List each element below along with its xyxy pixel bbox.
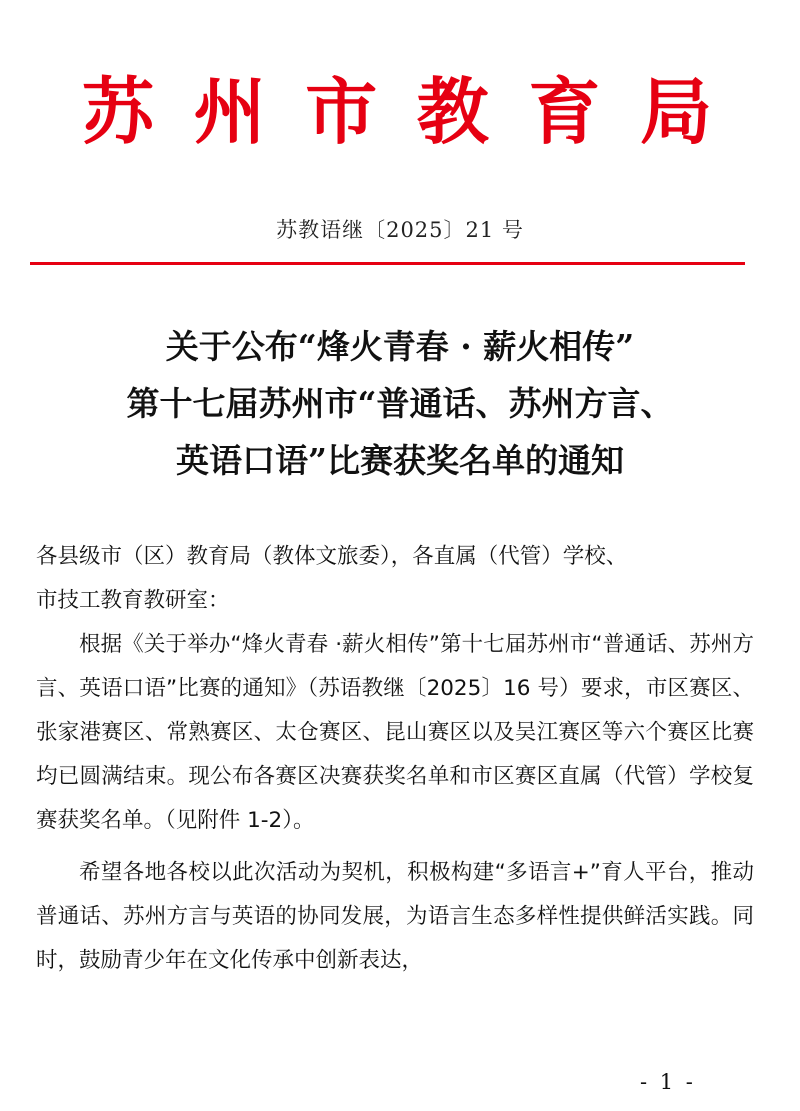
header-char: 州 bbox=[193, 69, 266, 154]
notice-title bbox=[0, 318, 800, 489]
title-line: 英语口语”比赛获奖名单的通知 bbox=[176, 441, 624, 480]
header-char: 育 bbox=[528, 69, 601, 154]
title-line: 关于公布“烽火青春 · 薪火相传” bbox=[165, 327, 635, 366]
page-number: - 1 - bbox=[640, 1070, 696, 1094]
header-char: 教 bbox=[416, 69, 489, 154]
issuing-authority-header bbox=[40, 62, 760, 162]
recipients-line: 各县级市（区）教育局（教体文旅委），各直属（代管）学校、 bbox=[36, 544, 628, 569]
recipients-line: 市技工教育教研室： bbox=[36, 588, 230, 613]
header-char: 市 bbox=[305, 69, 378, 154]
body-paragraph: 根据《关于举办“烽火青春 ·薪火相传”第十七届苏州市“普通话、苏州方言、英语口语”比赛的通知》（苏语教继〔2025〕16 号）要求，市区赛区、张家港赛区、常熟赛区、太仓赛区、昆山赛区以及吴江赛区等六个赛区比赛均已圆满结束。现公布各赛区决赛获奖名单和市区赛区直属（代管）学校复赛获奖名单。（见附件 1-2）。 bbox=[36, 632, 754, 833]
body-paragraph: 希望各地各校以此次活动为契机，积极构建“多语言+”育人平台，推动普通话、苏州方言与英语的协同发展，为语言生态多样性提供鲜活实践。同时，鼓励青少年在文化传承中创新表达， bbox=[36, 860, 754, 973]
header-char: 局 bbox=[639, 69, 712, 154]
red-divider-line bbox=[30, 262, 745, 265]
document-body bbox=[36, 535, 754, 983]
document-number: 苏教语继〔2025〕21 号 bbox=[276, 218, 524, 242]
title-line: 第十七届苏州市“普通话、苏州方言、 bbox=[126, 384, 674, 423]
header-char: 苏 bbox=[82, 69, 155, 154]
